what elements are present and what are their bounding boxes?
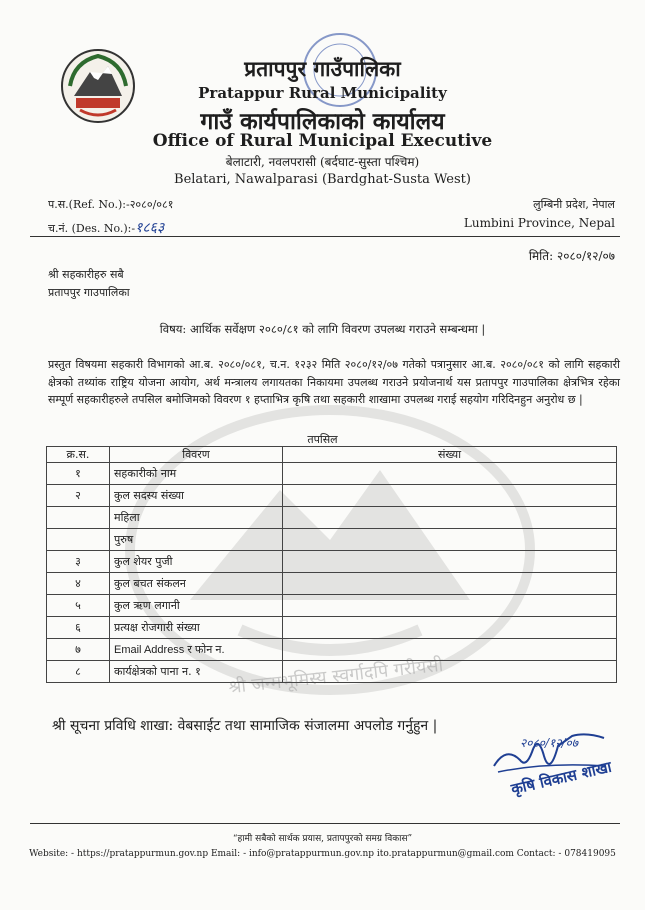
row-item: कुल ऋण लगानी [110,595,283,617]
row-sn: १ [47,463,110,485]
row-item: पुरुष [110,529,283,551]
row-sn: ४ [47,573,110,595]
table-row [47,507,617,529]
table-row [47,617,617,639]
municipality-name-en: Pratappur Rural Municipality [198,84,447,102]
address-np: बेलाटारी, नवलपरासी (बर्दघाट-सुस्ता पश्चिम) [225,155,420,169]
letter-body: प्रस्तुत विषयमा सहकारी विभागको आ.ब. २०८०/०८१, च.न. १२३२ मिति २०८०/१२/०७ गतेको पत्रानुसार आ.ब. २०८०/०८१ को लागि सहकारी क्षेत्रको तथ्यांक राष्ट्रिय योजना आयोग, अर्थ मन्त्रालय लगायतका निकायमा उपलब्ध गराउने प्रयोजनार्थ यस प्रतापपुर गाउपालिका क्षेत्रभित्र रहेका सम्पूर्ण सहकारीहरुले तपसिल बमोजिमको विवरण १ हप्ताभित्र कृषि तथा सहकारी शाखामा उपलब्ध गराई सहयोग गरिदिनहुन अनुरोध छ | [48,358,620,406]
row-value [283,639,617,661]
table-row [47,595,617,617]
row-sn [47,507,110,529]
letter-subject: विषय: आर्थिक सर्वेक्षण २०८०/८१ को लागि विवरण उपलब्ध गराउने सम्बन्धमा | [159,322,486,336]
table-row [47,661,617,683]
row-value [283,529,617,551]
table-caption: तपसिल [307,433,338,446]
signature-date: २०८०/१२/०७ [520,736,579,750]
details-table [46,446,617,683]
row-sn: ६ [47,617,110,639]
col-header-count: संख्या [283,447,617,463]
table-row [47,529,617,551]
header-divider [30,236,620,237]
row-item: कुल शेयर पुजी [110,551,283,573]
table-row [47,485,617,507]
table-row [47,573,617,595]
section-stamp: कृषि विकास शाखा [509,757,614,799]
row-value [283,617,617,639]
row-item: कार्यक्षेत्रको पाना न. १ [110,661,283,683]
row-item: सहकारीको नाम [110,463,283,485]
col-header-item: विवरण [110,447,283,463]
row-sn: ८ [47,661,110,683]
province-en: Lumbini Province, Nepal [463,216,615,230]
row-item: कुल सदस्य संख्या [110,485,283,507]
municipality-name-np: प्रतापपुर गाउँपालिका [244,56,401,81]
table-row [47,463,617,485]
office-name-np: गाउँ कार्यपालिकाको कार्यालय [200,108,445,135]
row-value [283,507,617,529]
row-value [283,485,617,507]
row-item: प्रत्यक्ष रोजगारी संख्या [110,617,283,639]
footer-contact: Website: - https://pratappurmun.gov.np Email: - info@pratappurmun.gov.np ito.pratappurmun@gmail.com Contact: - 078419095 [29,849,616,859]
dispatch-handwritten: १८६३ [135,220,165,236]
row-value [283,595,617,617]
dispatch-number [48,218,164,237]
reference-number: प.स.(Ref. No.):-२०८०/०८१ [48,198,174,211]
col-header-sn: क्र.स. [47,447,110,463]
office-name-en: Office of Rural Municipal Executive [152,131,493,151]
letter-date: मिति: २०८०/१२/०७ [528,249,615,263]
recipient-line-2: प्रतापपुर गाउपालिका [48,286,130,299]
row-sn [47,529,110,551]
row-item: कुल बचत संकलन [110,573,283,595]
footer-divider [30,823,620,824]
row-sn: ५ [47,595,110,617]
table-header-row [47,447,617,463]
province-np: लुम्बिनी प्रदेश, नेपाल [533,198,615,211]
it-section-note: श्री सूचना प्रविधि शाखा: वेबसाईट तथा सामाजिक संजालमा अपलोड गर्नुहुन | [52,718,438,734]
address-en: Belatari, Nawalparasi (Bardghat-Susta West) [174,172,471,187]
row-sn: ७ [47,639,110,661]
table-row [47,639,617,661]
footer-slogan: “हामी सबैको सार्थक प्रयास, प्रतापपुरको समग्र विकास” [232,834,413,844]
watermark-text: श्री जन्मभूमिस्य स्वर्गादपि गरीयसी [227,654,445,699]
row-sn: २ [47,485,110,507]
recipient-line-1: श्री सहकारीहरु सबै [48,268,124,281]
table-row [47,551,617,573]
row-sn: ३ [47,551,110,573]
row-value [283,463,617,485]
row-item: महिला [110,507,283,529]
row-value [283,661,617,683]
row-value [283,551,617,573]
dispatch-label: च.नं. (Des. No.):- [48,222,136,235]
row-value [283,573,617,595]
row-item: Email Address र फोन न. [110,639,283,661]
